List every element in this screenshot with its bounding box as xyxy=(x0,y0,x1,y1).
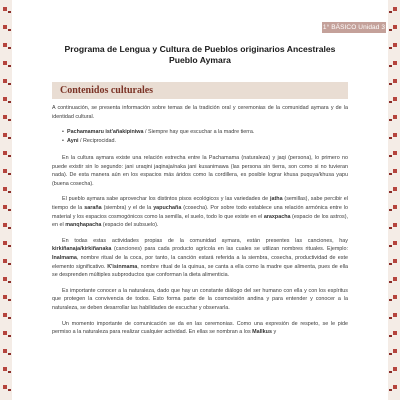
paragraph-songs xyxy=(52,237,348,280)
concept-list xyxy=(62,128,348,145)
list-item-term: Ayni xyxy=(67,137,79,144)
list-item-definition: / Siempre hay que escuchar a la madre tierra. xyxy=(143,129,255,136)
term-jatha: jatha xyxy=(270,196,283,203)
term-mallkus: Mallkus xyxy=(252,329,272,336)
term-araxpacha: araxpacha xyxy=(263,213,291,220)
text-run: En todas estas actividades propias de la comunidad aymara, están presentes las canciones, hay xyxy=(62,237,348,244)
term-kisinmama: K'isinmama xyxy=(107,263,138,270)
text-run: (espacio del subsuelo). xyxy=(101,222,159,229)
page-subtitle: Pueblo Aymara xyxy=(169,55,231,65)
term-sarana: saraña xyxy=(84,204,102,211)
bullet-icon: • xyxy=(62,129,64,136)
term-manqhapacha: manqhapacha xyxy=(65,222,102,229)
text-run: El pueblo aymara sabe aprovechar los distintos pisos ecológicos y las variedades de xyxy=(62,196,270,203)
grade-unit-tab: 1° BÁSICO Unidad 3 xyxy=(322,24,386,31)
page-header xyxy=(0,44,400,66)
term-inalmama: Inalmama xyxy=(52,254,77,261)
paragraph-nature: Es importante conocer a la naturaleza, dado que hay un constante diálogo del ser humano con ella y con los espíritus que protegen la convivencia de todos. Esto forma parte de la cosmovisión andina y para entender y conocer a la naturaleza, se deben desarrollar las habilidades de escuchar y observarla. xyxy=(52,287,348,311)
text-run: , nombre ritual de la quinua, se canta a ella como la madre que alimenta, pues de ella se desprenden múltiples subproductos que conforman la dieta alimenticia. xyxy=(52,263,348,279)
paragraph-pachamama: En la cultura aymara existe una relación estrecha entre la Pachamama (naturaleza) y jaqi (persona), lo primero no puede existir sin lo segundo: jani uraqini jaqinaja/naka jani kusanimawa (las persona sin tierra, son como si no tuvieran nada). De esta manera aún en los espacios más áridos como la cordillera, es posible lograr khusa puquya/khusa yapu (buena cosecha). xyxy=(52,155,348,187)
paragraph-ceremonies xyxy=(52,320,348,337)
list-item xyxy=(62,128,348,136)
text-run: (espacio de los astros), en el xyxy=(52,213,349,229)
intro-paragraph: A continuación, se presenta información sobre temas de la tradición oral y ceremonias de la comunidad aymara y de la identidad cultural. xyxy=(52,105,348,120)
text-run: (siembra) y el de la xyxy=(101,204,154,211)
text-run: (cosecha). Por sobre todo establece una relación armónica entre lo material y los espacios cosmogónicos como la semilla, el suelo, todo lo que existe en el xyxy=(52,204,348,220)
text-run: , nombre ritual de la coca, por tanto, la canción estará referida a la siembra, cosecha, productividad de este elemento significativo. xyxy=(52,254,348,270)
content-body xyxy=(52,104,348,344)
page-title: Programa de Lengua y Cultura de Pueblos originarios Ancestrales xyxy=(64,44,336,54)
text-run: Un momento importante de comunicación se da en las ceremonias. Como una expresión de respeto, se le pide permiso a la naturaleza para realizar cualquier actividad. En ellas se nombran a los xyxy=(52,320,348,336)
paragraph-ecological xyxy=(52,195,348,229)
text-run: y xyxy=(271,329,277,336)
bullet-icon: • xyxy=(62,137,64,144)
list-item-definition: / Reciprocidad. xyxy=(78,137,116,144)
text-run: (canciones) para cada producto agrícola en las cuales se utilizan nombres rituales. Ejemplo: xyxy=(111,246,348,253)
term-yapuchana: yapuchaña xyxy=(153,204,182,211)
section-title: Contenidos culturales xyxy=(60,85,154,96)
list-item xyxy=(62,137,348,145)
text-run: (semillas), sabe percibir el tiempo de la xyxy=(52,196,349,211)
section-banner xyxy=(52,82,348,99)
list-item-term: Pachamamaru ist'añakipiniwa xyxy=(67,129,144,136)
term-kirkinanaja: kirkiñanaja/kirkiñanaka xyxy=(52,246,112,253)
